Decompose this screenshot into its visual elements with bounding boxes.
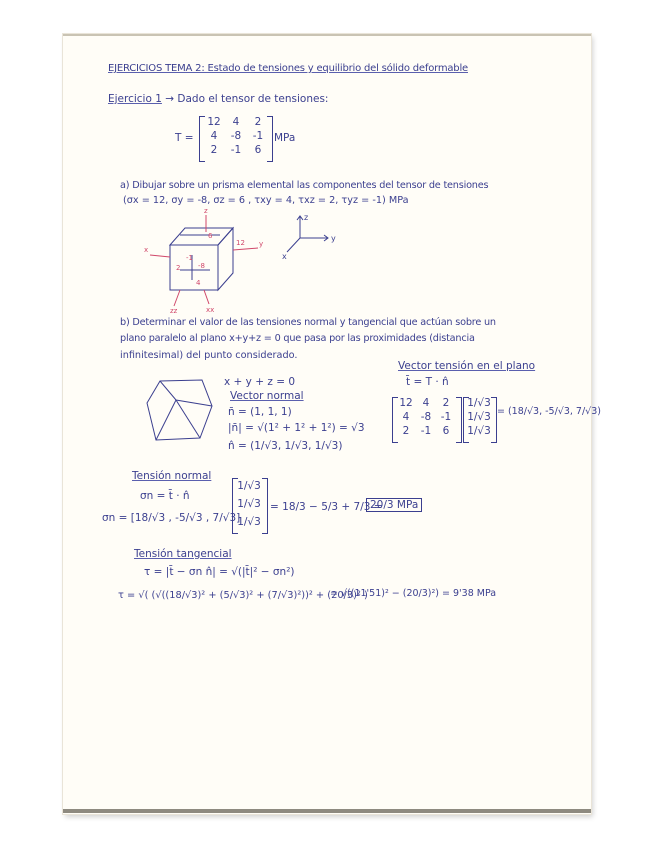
unit-normal-cell: 1/√3	[467, 425, 491, 437]
tension-matrix-cell: 4	[422, 397, 430, 409]
tension-matrix-cell: -1	[440, 411, 452, 423]
tensor-unit: MPa	[274, 132, 296, 144]
shear-stress-title: Tensión tangencial	[134, 548, 232, 560]
axis-x-label: x	[282, 252, 287, 261]
arrow-sy-bottom	[204, 290, 209, 304]
stress-cube-diagram	[140, 207, 270, 315]
exercise-label: Ejercicio 1	[108, 93, 162, 105]
tension-matrix-bracket-right	[456, 397, 462, 443]
cube-side-face	[218, 228, 233, 290]
cube-label: zz	[170, 307, 178, 315]
plane-equation: x + y + z = 0	[224, 376, 296, 388]
tensor-cell: 2	[210, 144, 218, 156]
tension-matrix-cell: 2	[402, 425, 410, 437]
arrow-sx-right	[233, 248, 258, 250]
unit-normal-cell: 1/√3	[467, 397, 491, 409]
tensor-matrix	[203, 116, 269, 156]
part-a-line-1: a) Dibujar sobre un prisma elemental las componentes del tensor de tensiones	[120, 180, 489, 191]
tensor-cell: -1	[252, 130, 264, 142]
cube-label: z	[204, 207, 208, 215]
axis-x	[287, 238, 300, 252]
tension-matrix-cell: -1	[420, 425, 432, 437]
part-b-line-3: infinitesimal) del punto considerado.	[120, 350, 298, 361]
normal-col-cell: 1/√3	[237, 498, 261, 510]
cube-label: -8	[198, 262, 205, 270]
axis-z-label: z	[304, 213, 309, 222]
tension-matrix-cell: -8	[420, 411, 432, 423]
arrow-sx-left	[150, 255, 170, 257]
tension-matrix-cell: 6	[442, 425, 450, 437]
prism-outline	[147, 380, 212, 440]
cube-label: xx	[206, 306, 215, 314]
unit-normal-column	[467, 397, 491, 437]
normal-stress-formula: σn = t̄ · n̂	[140, 490, 190, 502]
cube-label: 6	[208, 232, 213, 240]
tensor-cell: -1	[230, 144, 242, 156]
shear-stress-result: = √((11'51)² − (20/3)²) = 9'38 MPa	[330, 588, 497, 599]
normal-col-cell: 1/√3	[237, 480, 261, 492]
page-title: EJERCICIOS TEMA 2: Estado de tensiones y equilibrio del sólido deformable	[108, 63, 468, 74]
stress-vector-result: = (18/√3, -5/√3, 7/√3)	[497, 406, 601, 417]
page-bottom-edge	[63, 809, 591, 813]
cube-label: 2	[176, 264, 181, 272]
normal-stress-row: σn = [18/√3 , -5/√3 , 7/√3]	[102, 512, 241, 524]
tension-matrix	[396, 397, 456, 437]
normal-col-bracket-right	[262, 478, 268, 534]
cube-label: 12	[236, 239, 245, 247]
shear-stress-calc: τ = √( (√((18/√3)² + (5/√3)² + (7/√3)²))² + (20/3)² )	[118, 590, 368, 601]
part-b-line-1: b) Determinar el valor de las tensiones normal y tangencial que actúan sobre un	[120, 317, 496, 328]
tensor-cell: 6	[254, 144, 262, 156]
normal-col-cell: 1/√3	[237, 516, 261, 528]
tensor-cell: 2	[254, 116, 262, 128]
arrow-sz-bottom	[174, 290, 180, 306]
exercise-statement: → Dado el tensor de tensiones:	[165, 93, 329, 105]
exercise-heading	[108, 93, 328, 105]
normal-stress-result: 20/3 MPa	[366, 498, 422, 512]
tension-matrix-cell: 2	[442, 397, 450, 409]
normal-stress-column	[236, 480, 262, 528]
normal-vector: n̄ = (1, 1, 1)	[228, 406, 292, 418]
plane-sketch	[142, 378, 217, 443]
tensor-bracket-right	[267, 116, 273, 162]
tensor-cell: -8	[230, 130, 242, 142]
cube-label: x	[144, 246, 149, 254]
normal-vector-modulus: |n̄| = √(1² + 1² + 1²) = √3	[228, 422, 365, 434]
part-b-line-2: plano paralelo al plano x+y+z = 0 que pasa por las proximidades (distancia	[120, 333, 475, 344]
unit-normal-cell: 1/√3	[467, 411, 491, 423]
n-col-bracket-right	[491, 397, 497, 443]
cube-top-face	[170, 228, 233, 245]
unit-normal-vector: n̂ = (1/√3, 1/√3, 1/√3)	[228, 440, 343, 452]
coordinate-axes	[282, 212, 342, 262]
cube-label: -1	[186, 254, 193, 262]
tension-matrix-cell: 4	[402, 411, 410, 423]
tension-matrix-cell: 12	[399, 397, 413, 409]
normal-stress-title: Tensión normal	[132, 470, 212, 482]
shear-stress-formula: τ = |t̄ − σn n̂| = √(|t̄|² − σn²)	[144, 566, 295, 578]
cube-label: y	[259, 240, 264, 248]
tensor-label: T =	[175, 132, 194, 144]
stress-vector-title: Vector tensión en el plano	[398, 360, 536, 372]
tensor-cell: 12	[207, 116, 221, 128]
axis-y-label: y	[331, 234, 336, 243]
tensor-cell: 4	[232, 116, 240, 128]
normal-vector-title: Vector normal	[230, 390, 304, 402]
normal-stress-calc: = 18/3 − 5/3 + 7/3 =	[270, 501, 383, 513]
part-a-line-2: (σx = 12, σy = -8, σz = 6 , τxy = 4, τxz = 2, τyz = -1) MPa	[123, 195, 409, 206]
cube-label: 4	[196, 279, 201, 287]
tensor-cell: 4	[210, 130, 218, 142]
stress-vector-formula: t̄ = T · n̂	[406, 376, 449, 388]
